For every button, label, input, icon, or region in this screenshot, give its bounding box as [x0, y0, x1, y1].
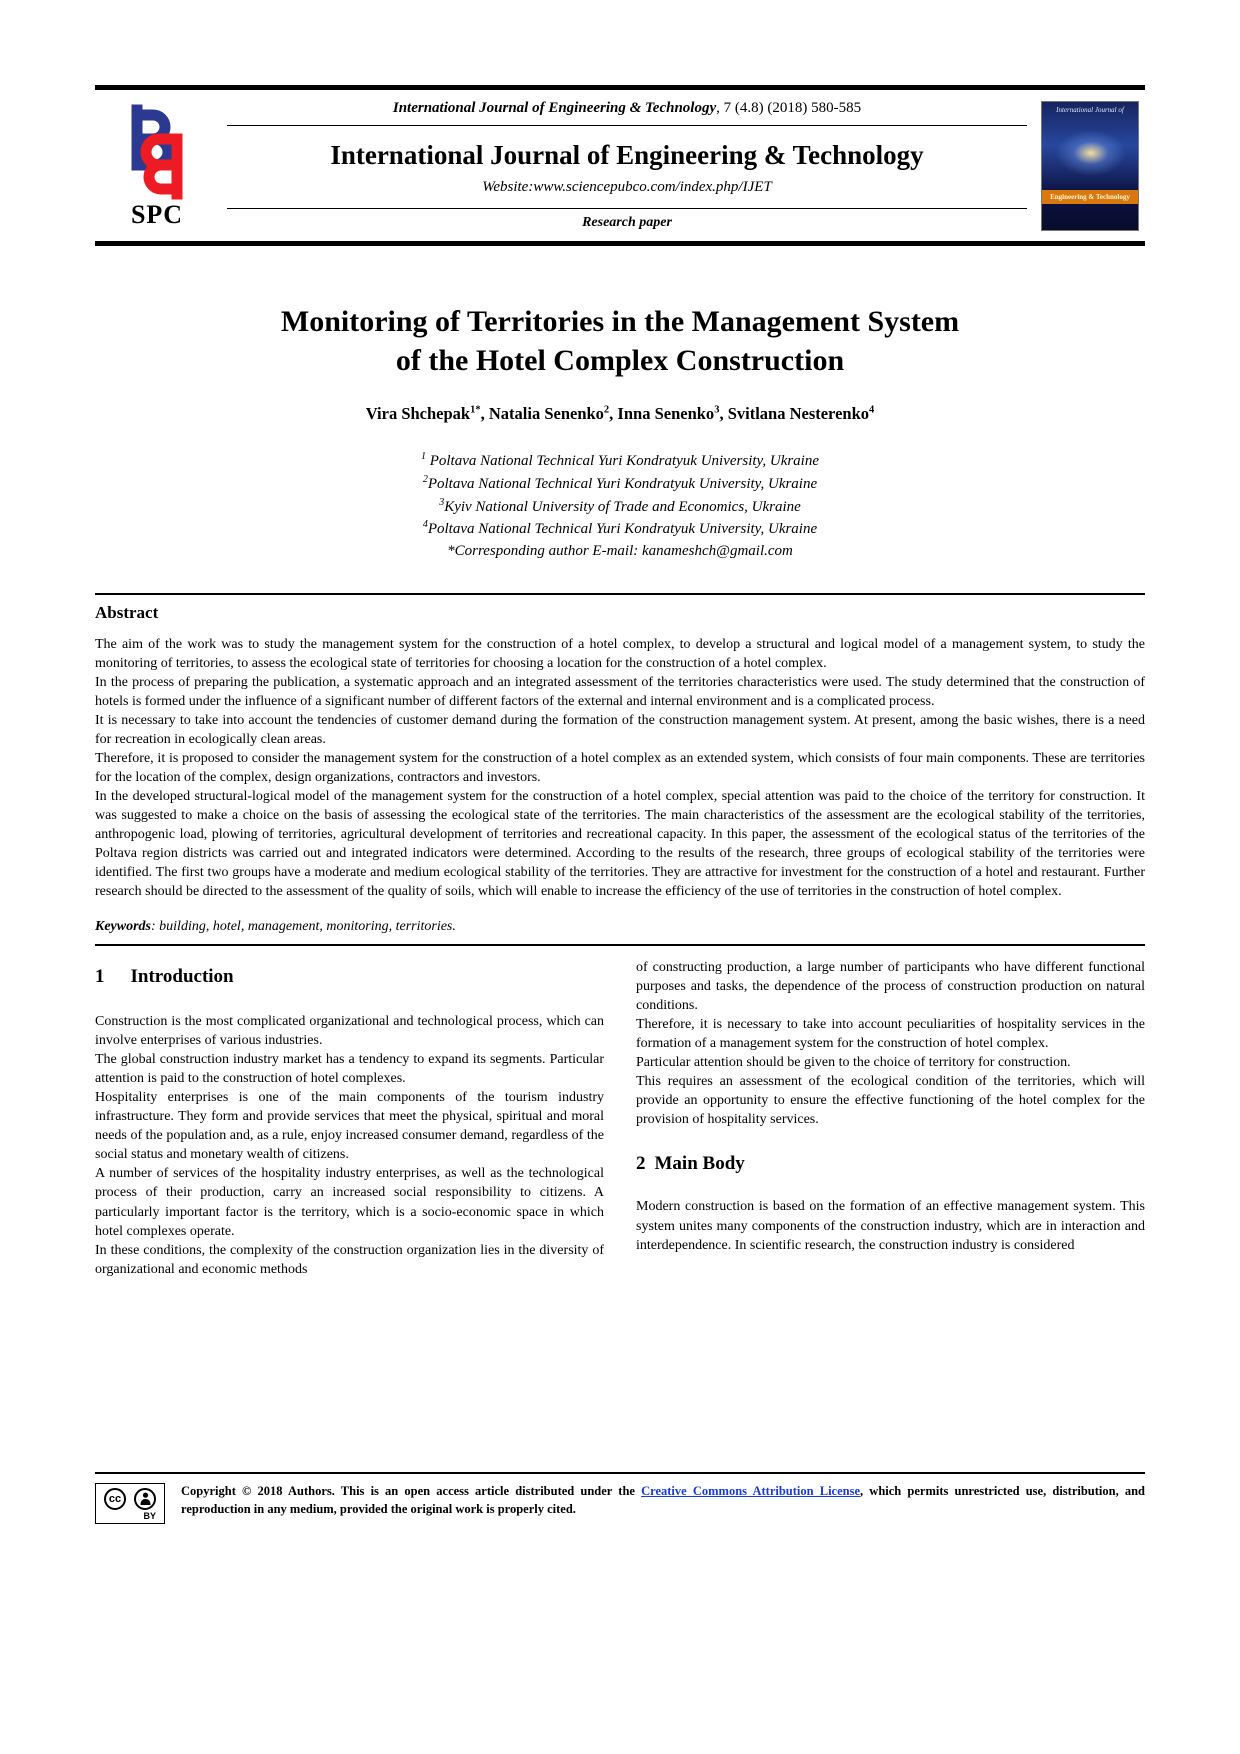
abstract-top-rule — [95, 593, 1145, 595]
section-heading-introduction: 1 Introduction — [95, 966, 234, 988]
affiliations-block — [95, 450, 1145, 563]
citation-journal-name: International Journal of Engineering & Technology — [392, 100, 717, 116]
body-paragraph: A number of services of the hospitality industry enterprises, as well as the technological process of their production, carry an increased social responsibility to citizens. A particularly important factor is the territory, which is a socio-economic space in which hotel complexes operate. — [95, 1166, 604, 1239]
abstract-text — [95, 635, 1145, 901]
left-column — [95, 958, 604, 1278]
affiliation-4: $^4$Poltava National Technical Yuri Kondratyuk University, Ukraine — [422, 519, 818, 538]
affiliation-1: $^1$ Poltava National Technical Yuri Kondratyuk University, Ukraine — [420, 451, 820, 469]
cover-title-band: Engineering & Technology — [1042, 190, 1138, 204]
journal-website-link[interactable]: Website:www.sciencepubco.com/index.php/IJET — [482, 179, 772, 195]
citation-volume-pages: , 7 (4.8) (2018) 580-585 — [716, 100, 862, 116]
right-column — [636, 958, 1145, 1278]
authors-line: Vira Shchepak$^{1*}$, Natalia Senenko$^2$, Inna Senenko$^3$, Svitlana Nesterenko$^4$ — [365, 404, 875, 423]
abstract-paragraph: In the process of preparing the publication, a systematic approach and an integrated assessment of the territories characteristics were used. The study determined that the construction of hotels is formed under the influence of a significant number of different factors of the external and internal environment and is a complicated process. — [95, 674, 1145, 709]
spc-logo-icon — [107, 104, 207, 200]
cc-by-badge — [95, 1483, 165, 1524]
journal-cover — [1041, 101, 1139, 231]
body-paragraph: This requires an assessment of the ecological condition of the territories, which will provide an opportunity to ensure the effective functioning of the hotel complex for the provision of hospitality services. — [636, 1074, 1145, 1128]
abstract-paragraph: The aim of the work was to study the management system for the construction of a hotel complex, to develop a structural and logical model of a management system, to study the monitoring of territories, to assess the ecological state of territories for choosing a location for the construction of a hotel complex. — [95, 636, 1145, 671]
keywords-label: Keywords — [95, 919, 151, 935]
cover-title-top: International Journal of — [1056, 105, 1124, 114]
journal-citation — [227, 96, 1027, 126]
keywords-bottom-rule — [95, 944, 1145, 946]
spc-logo — [101, 96, 213, 235]
paper-type-label: Research paper — [227, 208, 1027, 235]
person-icon — [134, 1488, 156, 1510]
section-heading-main-body: 2 Main Body — [636, 1153, 745, 1175]
cc-icon: cc — [104, 1488, 126, 1510]
body-paragraph: Therefore, it is necessary to take into account peculiarities of hospitality services in the formation of a management system for the construction of hotel complex. — [636, 1017, 1145, 1052]
author-2: Natalia Senenko — [488, 404, 604, 423]
header-center — [227, 96, 1027, 235]
body-paragraph: The global construction industry market has a tendency to expand its segments. Particular attention is paid to the construction of hotel complexes. — [95, 1052, 604, 1087]
body-paragraph: Particular attention should be given to the choice of territory for construction. — [636, 1055, 1071, 1071]
body-columns — [95, 958, 1145, 1278]
affiliation-2: $^2$Poltava National Technical Yuri Kondratyuk University, Ukraine — [422, 473, 818, 492]
author-3: Inna Senenko — [617, 404, 715, 423]
keywords-list: : building, hotel, management, monitoring, territories. — [151, 919, 456, 935]
author-4: Svitlana Nesterenko — [727, 404, 870, 423]
journal-name: International Journal of Engineering & Technology — [330, 140, 924, 170]
body-paragraph: Hospitality enterprises is one of the main components of the tourism industry infrastructure. They form and provide services that meet the physical, spiritual and moral needs of the population and, as a rule, enjoy increased consumer demand, regardless of the social status and monetary wealth of citizens. — [95, 1090, 604, 1163]
keywords-line — [95, 919, 1145, 935]
cover-artwork — [1056, 130, 1126, 176]
cc-by-label: BY — [143, 1511, 156, 1521]
body-paragraph: In these conditions, the complexity of the construction organization lies in the diversity of organizational and economic methods — [95, 1242, 604, 1277]
spc-logo-text: SPC — [130, 199, 184, 229]
copyright-text: Copyright © 2018 Authors. This is an open access article distributed under the Creative Commons Attribution License, which permits unrestricted use, distribution, and reproduction in any medium, provided the original work is properly cited. — [181, 1484, 1146, 1516]
body-paragraph: Construction is the most complicated organizational and technological process, which can involve enterprises of various industries. — [95, 1014, 604, 1049]
abstract-heading: Abstract — [95, 602, 159, 622]
footer — [95, 1472, 1145, 1524]
affiliation-3: $^3$Kyiv National University of Trade and Economics, Ukraine — [439, 496, 801, 515]
cc-license-link[interactable]: Creative Commons Attribution License — [641, 1484, 861, 1498]
abstract-paragraph: In the developed structural-logical model of the management system for the construction of a hotel complex, special attention was paid to the choice of the territory for construction. It was suggested to make a choice on the basis of assessing the ecological state of the territories. The main characteristics of the assessment are the ecological stability of the territories, anthropogenic load, plowing of territories, agricultural development of territories and recreational capacity. In this paper, the assessment of the ecological status of the territories of the Poltava region districts was carried out and integrated indicators were determined. According to the results of the research, three groups of ecological stability of the territories were identified. The first two groups have a moderate and medium ecological stability of the territories. They are attractive for investment for the construction of a hotel and restaurant. Further research should be directed to the assessment of the quality of soils, which will enable to increase the efficiency of the use of territories in the construction of hotel complex. — [95, 789, 1145, 900]
corresponding-author-email[interactable]: *Corresponding author E-mail: kanameshch@gmail.com — [447, 543, 793, 559]
author-1: Vira Shchepak — [365, 404, 471, 423]
abstract-paragraph: Therefore, it is proposed to consider the management system for the construction of a hotel complex as an extended system, which consists of four main components. These are territories for the location of the complex, design organizations, contractors and investors. — [95, 750, 1145, 785]
body-paragraph: Modern construction is based on the formation of an effective management system. This system unites many components of the construction industry, which are in interaction and interdependence. In scientific research, the construction industry is considered — [636, 1199, 1145, 1253]
journal-header — [95, 85, 1145, 246]
article-title: Monitoring of Territories in the Management System of the Hotel Complex Construction — [280, 305, 960, 377]
body-paragraph: of constructing production, a large number of participants who have different functional purposes and tasks, the dependence of the process of construction production on natural conditions. — [636, 960, 1145, 1014]
abstract-paragraph: It is necessary to take into account the tendencies of customer demand during the formation of the construction management system. At present, among the basic wishes, there is a need for recreation in ecologically clean areas. — [95, 712, 1145, 747]
